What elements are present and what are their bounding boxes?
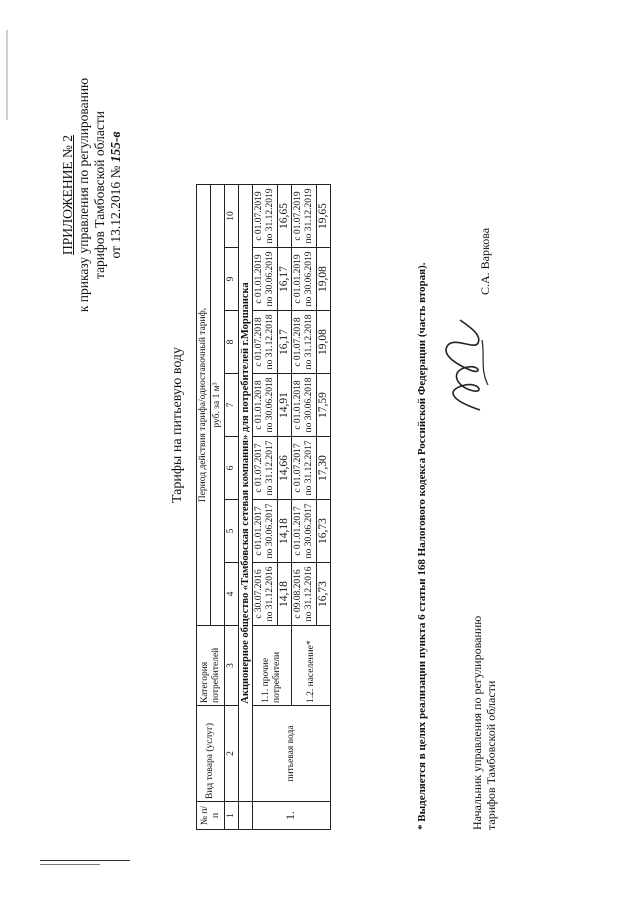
header-line-1: к приказу управления по регулированию — [76, 77, 91, 313]
col-number: 3 — [225, 626, 239, 706]
period-cell: с 01.07.2019 по 31.12.2019 — [292, 185, 317, 248]
header-goods: Вид товара (услуг) — [197, 706, 225, 802]
goods-name: питьевая вода — [253, 706, 331, 802]
period-cell: с 01.01.2017 по 30.06.2017 — [292, 500, 317, 563]
tariff-value: 16,17 — [278, 248, 292, 311]
header-line-3 — [108, 45, 124, 345]
header-category: Категория потребителей — [197, 626, 225, 706]
signer-position-line-1: Начальник управления по регулированию — [470, 615, 484, 830]
header-period: Период действия тарифа/одноставочный тариф, — [197, 185, 211, 626]
tariff-value: 16,17 — [278, 311, 292, 374]
row-number: 1. — [253, 802, 331, 830]
handwritten-signature — [430, 315, 500, 415]
period-cell: с 01.07.2018 по 31.12.2018 — [292, 311, 317, 374]
col-number: 10 — [225, 185, 239, 248]
tariff-value: 16,73 — [317, 563, 331, 626]
footnote: * Выделяется в целях реализации пункта 6 статьи 168 Налогового кодекса Российской Федерации (часть вторая). — [416, 262, 428, 830]
tariff-value: 14,91 — [278, 374, 292, 437]
period-cell: с 30.07.2016 по 31.12.2016 — [253, 563, 278, 626]
category-population: 1.2. население* — [292, 626, 331, 706]
tariff-value: 19,08 — [317, 311, 331, 374]
period-cell: с 01.01.2018 по 30.06.2018 — [253, 374, 278, 437]
col-number: 9 — [225, 248, 239, 311]
table-row — [253, 185, 278, 830]
header-date: от 13.12.2016 № — [108, 165, 123, 259]
document-header — [60, 45, 124, 345]
col-number: 4 — [225, 563, 239, 626]
category-other: 1.1. прочие потребители — [253, 626, 292, 706]
col-number: 6 — [225, 437, 239, 500]
tariff-value: 19,08 — [317, 248, 331, 311]
period-cell: с 09.08.2016 по 31.12.2016 — [292, 563, 317, 626]
tariff-value: 17,59 — [317, 374, 331, 437]
col-number: 1 — [225, 802, 239, 830]
period-cell: с 01.07.2017 по 31.12.2017 — [253, 437, 278, 500]
tariff-table — [196, 184, 331, 830]
tariff-value: 14,18 — [278, 563, 292, 626]
period-cell: с 01.01.2018 по 30.06.2018 — [292, 374, 317, 437]
period-cell: с 01.07.2019 по 31.12.2019 — [253, 185, 278, 248]
empty-cell — [239, 802, 253, 830]
col-number: 5 — [225, 500, 239, 563]
period-cell: с 01.01.2019 по 30.06.2019 — [253, 248, 278, 311]
col-number: 2 — [225, 706, 239, 802]
tariff-value: 14,18 — [278, 500, 292, 563]
tariff-value: 14,66 — [278, 437, 292, 500]
signer-position — [470, 570, 498, 830]
tariff-value: 19,65 — [317, 185, 331, 248]
header-number: № п/п — [197, 802, 225, 830]
document-title: Тарифы на питьевую воду — [170, 346, 185, 504]
column-numbers-row — [225, 185, 239, 830]
period-cell: с 01.01.2017 по 30.06.2017 — [253, 500, 278, 563]
appendix-title: ПРИЛОЖЕНИЕ № 2 — [60, 134, 75, 256]
col-number: 8 — [225, 311, 239, 374]
tariff-value: 17,30 — [317, 437, 331, 500]
company-row: Акционерное общество «Тамбовская сетевая компания» для потребителей г.Моршанска — [239, 185, 253, 802]
col-number: 7 — [225, 374, 239, 437]
signer-position-line-2: тарифов Тамбовской области — [484, 680, 498, 830]
period-cell: с 01.01.2019 по 30.06.2019 — [292, 248, 317, 311]
order-number: 155-в — [108, 131, 123, 163]
tariff-value: 16,73 — [317, 500, 331, 563]
header-line-2: тарифов Тамбовской области — [92, 111, 107, 279]
header-unit: руб. за 1 м³ — [211, 185, 225, 626]
tariff-value: 16,65 — [278, 185, 292, 248]
period-cell: с 01.07.2017 по 31.12.2017 — [292, 437, 317, 500]
signer-name: С.А. Варкова — [478, 227, 492, 295]
period-cell: с 01.07.2018 по 31.12.2018 — [253, 311, 278, 374]
